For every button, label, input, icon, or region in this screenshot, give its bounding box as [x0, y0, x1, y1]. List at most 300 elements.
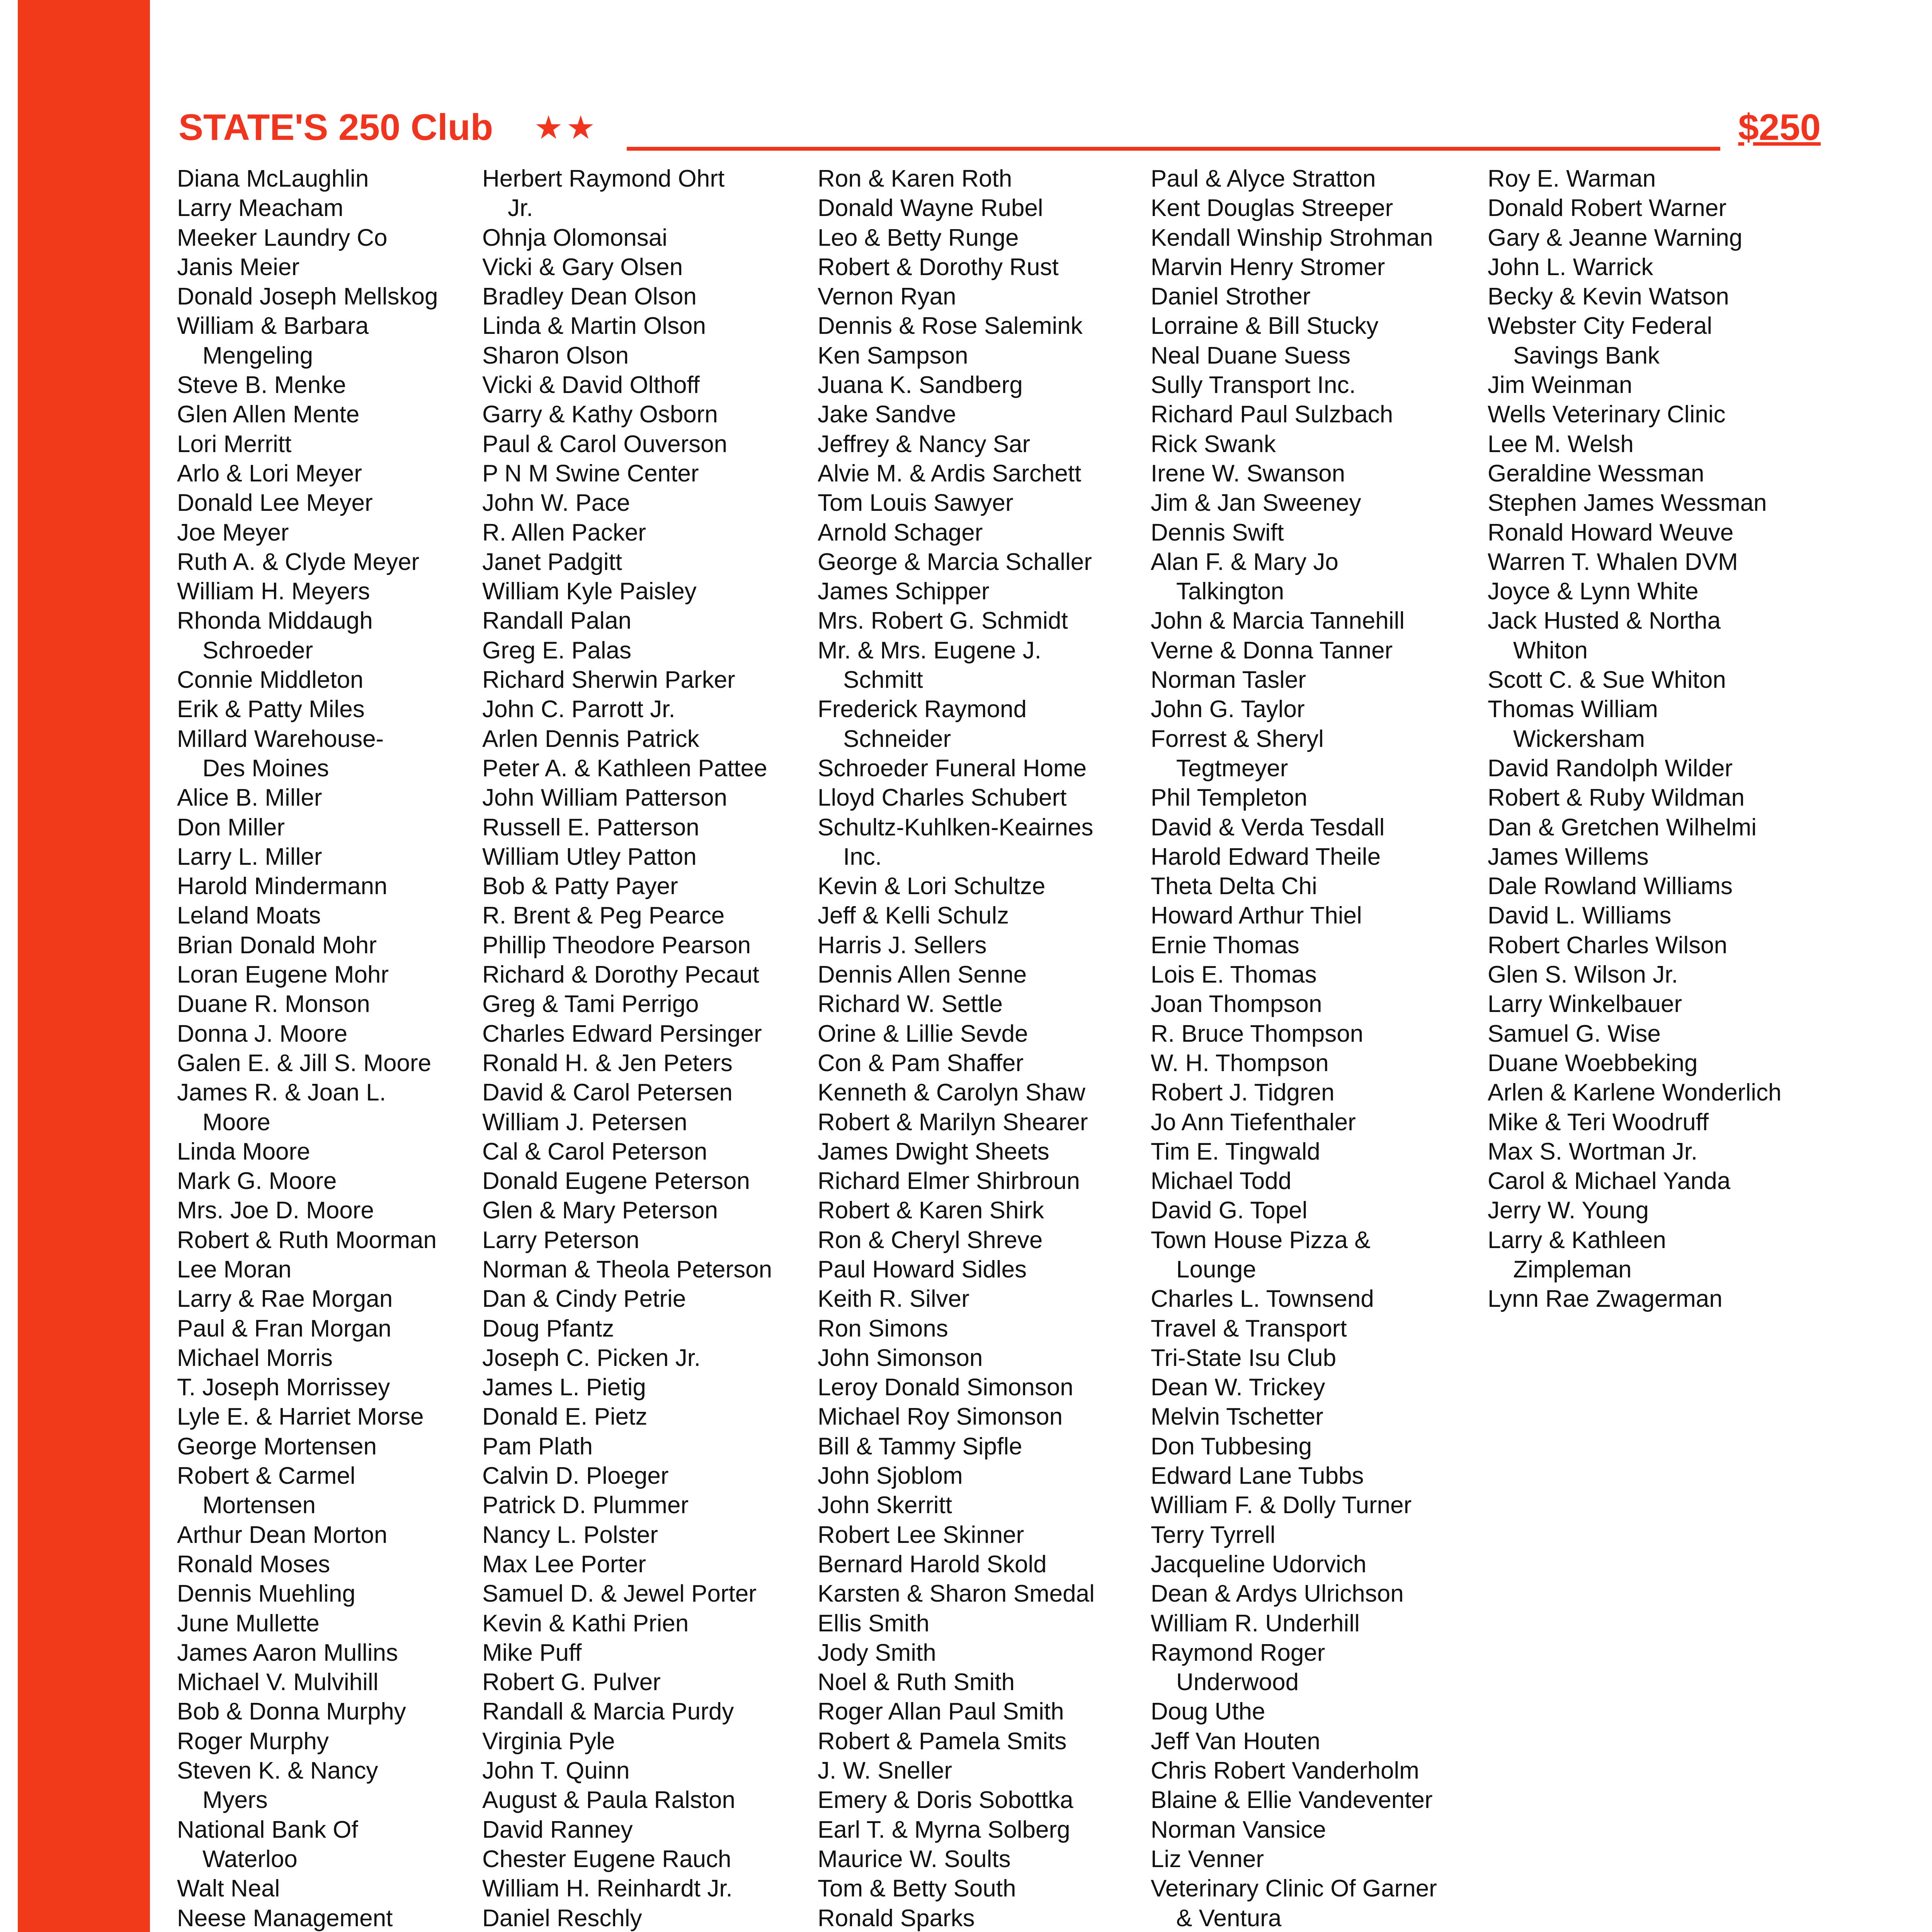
donor-name: Robert & Marilyn Shearer [818, 1109, 1088, 1136]
donor-name: Robert & Dorothy Rust [818, 253, 1059, 281]
donor-entry [482, 813, 772, 842]
donor-name-continued: Inc. [843, 843, 882, 870]
donor-name: Melvin Tschetter [1151, 1403, 1323, 1430]
donor-entry [177, 1727, 440, 1756]
donor-entry [1151, 1638, 1437, 1697]
donor-entry [1488, 1137, 1781, 1167]
donor-name: T. Joseph Morrissey [177, 1374, 390, 1401]
donor-entry [818, 754, 1097, 783]
donor-entry [1151, 253, 1437, 282]
donor-entry [1151, 606, 1437, 636]
donor-name: Paul & Alyce Stratton [1151, 165, 1376, 192]
donor-name: Tom Louis Sawyer [818, 490, 1014, 517]
donor-entry [818, 1520, 1097, 1550]
donor-entry [818, 1373, 1097, 1402]
donor-entry [482, 371, 772, 400]
donor-name: Tom & Betty South [818, 1875, 1016, 1902]
donor-entry [482, 1196, 772, 1225]
donor-name: Sharon Olson [482, 342, 629, 369]
donor-entry [1488, 783, 1781, 813]
donor-name: National Bank Of [177, 1816, 358, 1843]
donor-entry [482, 665, 772, 695]
donor-name: Arlen Dennis Patrick [482, 725, 699, 752]
donor-entry [482, 1550, 772, 1579]
donor-entry [818, 1668, 1097, 1697]
donor-entry [1488, 813, 1781, 842]
donor-name: Joan Thompson [1151, 991, 1322, 1018]
donor-entry [818, 1196, 1097, 1225]
donor-entry [1488, 1108, 1781, 1137]
donor-entry [177, 459, 440, 488]
donor-name: Donna J. Moore [177, 1020, 348, 1047]
donor-name: Bernard Harold Skold [818, 1551, 1047, 1578]
donor-name: Tim E. Tingwald [1151, 1138, 1320, 1165]
donor-entry [818, 1314, 1097, 1344]
donor-name: Lyle E. & Harriet Morse [177, 1403, 424, 1430]
donor-entry [482, 548, 772, 577]
donor-name: Ronald Moses [177, 1551, 330, 1578]
donor-entry [177, 1344, 440, 1373]
donor-name: Robert & Pamela Smits [818, 1728, 1067, 1755]
donor-entry [818, 1108, 1097, 1137]
donor-entry [177, 1756, 440, 1815]
donor-name: Richard Elmer Shirbroun [818, 1168, 1080, 1195]
donor-entry [818, 1697, 1097, 1726]
donor-entry [1151, 164, 1437, 194]
donor-entry [818, 548, 1097, 577]
donor-entry [1151, 1815, 1437, 1845]
donor-name: R. Allen Packer [482, 519, 646, 546]
donor-name: Mark G. Moore [177, 1168, 337, 1195]
donor-entry [482, 931, 772, 960]
donor-name: Janet Padgitt [482, 548, 622, 575]
donor-name: Kent Douglas Streeper [1151, 195, 1393, 222]
donor-name: George & Marcia Schaller [818, 548, 1092, 575]
donor-entry [177, 665, 440, 695]
donor-entry [177, 872, 440, 901]
donor-entry [482, 577, 772, 606]
donor-name: W. H. Thompson [1151, 1049, 1329, 1077]
donor-name: Larry & Rae Morgan [177, 1286, 393, 1313]
donor-name: Rick Swank [1151, 430, 1276, 457]
donor-name: Ronald Sparks [818, 1905, 975, 1932]
donor-entry [1488, 371, 1781, 400]
donor-name: Robert J. Tidgren [1151, 1079, 1335, 1106]
donor-entry [482, 1432, 772, 1461]
donor-name: Donald Eugene Peterson [482, 1168, 750, 1195]
donor-name: William Kyle Paisley [482, 578, 697, 605]
donor-name: Town House Pizza & [1151, 1226, 1371, 1253]
donor-name: Webster City Federal [1488, 313, 1713, 340]
donor-name: James Aaron Mullins [177, 1639, 398, 1666]
donor-entry [1151, 665, 1437, 695]
donor-entry [818, 695, 1097, 754]
donor-entry [482, 1255, 772, 1284]
donor-entry [818, 1078, 1097, 1107]
donor-name: Arlen & Karlene Wonderlich [1488, 1079, 1782, 1106]
donor-name: Leo & Betty Runge [818, 224, 1019, 251]
donor-name: Linda Moore [177, 1138, 310, 1165]
donor-entry [177, 1461, 440, 1520]
donor-name: June Mullette [177, 1610, 320, 1637]
donor-entry [1151, 1344, 1437, 1373]
donor-name: Juana K. Sandberg [818, 372, 1023, 399]
donor-entry [1151, 960, 1437, 990]
name-column-2 [482, 164, 772, 1932]
donor-name: Geraldine Wessman [1488, 460, 1704, 487]
donor-entry [1151, 282, 1437, 311]
donor-entry [1488, 1019, 1781, 1049]
donor-name: Dale Rowland Williams [1488, 873, 1733, 900]
donor-entry [1488, 1226, 1781, 1285]
donor-name: Bradley Dean Olson [482, 283, 697, 310]
donor-entry [1151, 1196, 1437, 1225]
donor-name: Norman Tasler [1151, 667, 1306, 694]
donor-name: Joseph C. Picken Jr. [482, 1344, 701, 1371]
donor-name-continued: Underwood [1176, 1669, 1299, 1696]
donor-entry [482, 1137, 772, 1167]
donor-entry [1151, 1461, 1437, 1491]
donor-entry [482, 1461, 772, 1491]
donor-entry [482, 253, 772, 282]
donor-name: Forrest & Sheryl [1151, 725, 1324, 752]
donor-entry [818, 577, 1097, 606]
donor-name: Arthur Dean Morton [177, 1521, 388, 1548]
donor-name: Lois E. Thomas [1151, 961, 1317, 988]
donor-entry [177, 311, 440, 371]
donor-entry [482, 636, 772, 665]
donor-name: Larry & Kathleen [1488, 1226, 1666, 1253]
donor-entry [482, 400, 772, 429]
donor-name: John & Marcia Tannehill [1151, 607, 1405, 634]
donor-entry [482, 430, 772, 459]
donor-name: Kenneth & Carolyn Shaw [818, 1079, 1085, 1106]
donor-entry [1488, 606, 1781, 665]
donor-name: Vicki & Gary Olsen [482, 253, 683, 281]
donor-entry [818, 1137, 1097, 1167]
donor-entry [1488, 194, 1781, 223]
donor-entry [1488, 872, 1781, 901]
donor-name: Donald Joseph Mellskog [177, 283, 438, 310]
donor-name: David & Verda Tesdall [1151, 814, 1385, 841]
donor-name: Glen Allen Mente [177, 401, 360, 428]
donor-name: Michael Morris [177, 1344, 333, 1371]
donor-entry [1151, 1078, 1437, 1107]
donor-name: Connie Middleton [177, 667, 364, 694]
donor-entry [818, 164, 1097, 194]
donor-entry [1151, 488, 1437, 518]
donor-entry [482, 518, 772, 548]
donor-name: Tri-State Isu Club [1151, 1344, 1337, 1371]
donor-entry [1151, 518, 1437, 548]
donor-name: Virginia Pyle [482, 1728, 615, 1755]
donor-name: Bob & Donna Murphy [177, 1698, 406, 1725]
donor-entry [482, 1167, 772, 1196]
heading-title: STATE'S 250 Club [179, 107, 493, 148]
donor-entry [177, 1284, 440, 1314]
donor-name: Duane R. Monson [177, 991, 370, 1018]
donor-name: Herbert Raymond Ohrt [482, 165, 725, 192]
donor-entry [818, 872, 1097, 901]
donor-entry [818, 1550, 1097, 1579]
donor-entry [1151, 1049, 1437, 1078]
donor-name: Vernon Ryan [818, 283, 956, 310]
donor-entry [482, 1314, 772, 1344]
donor-name: Norman Vansice [1151, 1816, 1326, 1843]
donor-entry [818, 813, 1097, 872]
name-column-5 [1488, 164, 1781, 1314]
donor-name: William J. Petersen [482, 1109, 687, 1136]
donor-entry [818, 606, 1097, 636]
donor-name: Diana McLaughlin [177, 165, 369, 192]
donor-entry [1151, 1226, 1437, 1285]
donor-name: David Ranney [482, 1816, 633, 1843]
donor-entry [177, 488, 440, 518]
donor-name: James R. & Joan L. [177, 1079, 386, 1106]
donor-entry [482, 1638, 772, 1668]
donor-entry [177, 371, 440, 400]
donor-name: Lee Moran [177, 1256, 292, 1283]
donor-name: Richard & Dorothy Pecaut [482, 961, 759, 988]
donor-name: William F. & Dolly Turner [1151, 1492, 1412, 1519]
donor-name: George Mortensen [177, 1433, 377, 1460]
donor-name-continued: Schneider [843, 725, 951, 752]
donor-name: Steven K. & Nancy [177, 1757, 378, 1784]
donor-entry [818, 1727, 1097, 1756]
donor-entry [1151, 371, 1437, 400]
donor-name: Phil Templeton [1151, 784, 1308, 811]
donor-name: Edward Lane Tubbs [1151, 1463, 1364, 1490]
donor-name: Robert Charles Wilson [1488, 932, 1728, 959]
donor-entry [177, 990, 440, 1019]
donor-entry [482, 1609, 772, 1638]
donor-entry [482, 901, 772, 930]
donor-entry [482, 872, 772, 901]
donor-name: Janis Meier [177, 253, 299, 281]
donor-entry [1151, 1845, 1437, 1874]
donor-entry [482, 1019, 772, 1049]
donor-entry [1488, 164, 1781, 194]
donor-name: William R. Underhill [1151, 1610, 1360, 1637]
donor-name: Jack Husted & Northa [1488, 607, 1721, 634]
donor-entry [177, 194, 440, 223]
donor-name: Mike Puff [482, 1639, 582, 1666]
donor-name: Emery & Doris Sobottka [818, 1787, 1073, 1814]
donor-name: Alvie M. & Ardis Sarchett [818, 460, 1082, 487]
donor-entry [818, 253, 1097, 282]
donor-entry [818, 1049, 1097, 1078]
donor-name: David L. Williams [1488, 902, 1672, 929]
donor-entry [818, 1756, 1097, 1786]
donor-name: Robert & Ruby Wildman [1488, 784, 1745, 811]
donor-name: Brian Donald Mohr [177, 932, 377, 959]
donor-name: Liz Venner [1151, 1845, 1264, 1872]
donor-name: Raymond Roger [1151, 1639, 1325, 1666]
donor-name: Ron & Karen Roth [818, 165, 1012, 192]
donor-name: Becky & Kevin Watson [1488, 283, 1729, 310]
donor-name-continued: Talkington [1176, 578, 1284, 605]
donor-entry [1151, 1697, 1437, 1726]
donor-name: Randall Palan [482, 607, 632, 634]
donor-entry [482, 606, 772, 636]
donor-name-continued: Jr. [508, 195, 533, 222]
donor-name: Dennis Allen Senne [818, 961, 1027, 988]
donor-name: Don Tubbesing [1151, 1433, 1312, 1460]
star-icon: ★★ [534, 109, 599, 146]
donor-entry [818, 1344, 1097, 1373]
donor-entry [177, 223, 440, 253]
donor-entry [1488, 577, 1781, 606]
donor-entry [177, 518, 440, 548]
donor-name: Duane Woebbeking [1488, 1049, 1698, 1077]
donor-entry [818, 1255, 1097, 1284]
donor-name: Terry Tyrrell [1151, 1521, 1276, 1548]
donor-name: Neal Duane Suess [1151, 342, 1350, 369]
donor-entry [1488, 223, 1781, 253]
donor-entry [1151, 341, 1437, 371]
donor-entry [1488, 548, 1781, 577]
donor-name: Paul Howard Sidles [818, 1256, 1027, 1283]
donor-name: Con & Pam Shaffer [818, 1049, 1024, 1077]
donor-name: Jeffrey & Nancy Sar [818, 430, 1031, 457]
donor-entry [818, 1579, 1097, 1609]
donor-entry [1488, 1284, 1781, 1314]
donor-entry [818, 518, 1097, 548]
donor-entry [1151, 1432, 1437, 1461]
donor-name: Greg E. Palas [482, 637, 631, 664]
donor-name: Daniel Strother [1151, 283, 1311, 310]
donor-entry [482, 1579, 772, 1609]
donor-entry [818, 1461, 1097, 1491]
donor-entry [818, 1019, 1097, 1049]
donor-name-continued: Wickersham [1513, 725, 1645, 752]
donor-entry [1488, 960, 1781, 990]
donor-name: Dennis & Rose Salemink [818, 313, 1083, 340]
donor-entry [818, 1432, 1097, 1461]
donor-entry [818, 990, 1097, 1019]
donor-name: Larry Meacham [177, 195, 344, 222]
donor-name: Veterinary Clinic Of Garner [1151, 1875, 1437, 1902]
donor-entry [177, 1815, 440, 1874]
donor-name: Roger Allan Paul Smith [818, 1698, 1064, 1725]
donor-name: James L. Pietig [482, 1374, 646, 1401]
donor-name: Travel & Transport [1151, 1315, 1347, 1342]
donor-name: Jacqueline Udorvich [1151, 1551, 1367, 1578]
donor-name: Nancy L. Polster [482, 1521, 658, 1548]
donor-name: Ohnja Olomonsai [482, 224, 668, 251]
donor-name: Orine & Lillie Sevde [818, 1020, 1028, 1047]
donor-name: Dan & Cindy Petrie [482, 1286, 686, 1313]
name-column-1 [177, 164, 440, 1932]
donor-entry [177, 813, 440, 842]
donor-name: Dennis Swift [1151, 519, 1284, 546]
donor-name: Jake Sandve [818, 401, 956, 428]
donor-name: Randall & Marcia Purdy [482, 1698, 734, 1725]
donor-name: John G. Taylor [1151, 696, 1305, 723]
donor-entry [177, 1402, 440, 1432]
donor-name: Alice B. Miller [177, 784, 322, 811]
donor-entry [1488, 253, 1781, 282]
donor-entry [1488, 311, 1781, 371]
donor-name-continued: Whiton [1513, 637, 1588, 664]
donor-entry [482, 459, 772, 488]
donor-entry [1151, 724, 1437, 784]
donor-entry [482, 1049, 772, 1078]
donor-entry [818, 1638, 1097, 1668]
donor-entry [177, 1697, 440, 1726]
donor-name: Schultz-Kuhlken-Keairnes [818, 814, 1094, 841]
donor-name: Irene W. Swanson [1151, 460, 1345, 487]
donor-name: Donald Lee Meyer [177, 490, 373, 517]
donor-entry [482, 1491, 772, 1520]
donor-name: Robert & Karen Shirk [818, 1197, 1044, 1224]
donor-name: Jerry W. Young [1488, 1197, 1649, 1224]
donor-name: Ruth A. & Clyde Meyer [177, 548, 420, 575]
donor-name: Vicki & David Olthoff [482, 372, 700, 399]
donor-name: Patrick D. Plummer [482, 1492, 689, 1519]
donor-name: Larry L. Miller [177, 843, 322, 870]
donor-entry [818, 1284, 1097, 1314]
donor-name: Harris J. Sellers [818, 932, 987, 959]
donor-name: Noel & Ruth Smith [818, 1669, 1015, 1696]
donor-name: August & Paula Ralston [482, 1787, 735, 1814]
donor-name: Ronald H. & Jen Peters [482, 1049, 733, 1077]
donor-entry [177, 1432, 440, 1461]
donor-entry [482, 724, 772, 754]
donor-entry [1488, 1167, 1781, 1196]
donor-name: John Simonson [818, 1344, 983, 1371]
donor-name: Charles Edward Persinger [482, 1020, 762, 1047]
donor-name: Carol & Michael Yanda [1488, 1168, 1731, 1195]
donor-name: Marvin Henry Stromer [1151, 253, 1385, 281]
donor-name: Howard Arthur Thiel [1151, 902, 1362, 929]
donor-name: Ernie Thomas [1151, 932, 1299, 959]
donor-entry [1151, 1727, 1437, 1756]
donor-name: Ron Simons [818, 1315, 948, 1342]
donor-entry [177, 164, 440, 194]
donor-entry [177, 282, 440, 311]
donor-entry [177, 1638, 440, 1668]
donor-entry [177, 1874, 440, 1903]
donor-name: Lee M. Welsh [1488, 430, 1634, 457]
donor-name: Alan F. & Mary Jo [1151, 548, 1338, 575]
donor-name-continued: Mortensen [202, 1492, 316, 1519]
donor-entry [1488, 695, 1781, 754]
donor-name: Larry Peterson [482, 1226, 639, 1253]
donor-entry [177, 1609, 440, 1638]
donor-name: R. Brent & Peg Pearce [482, 902, 725, 929]
donor-entry [1488, 901, 1781, 930]
donor-entry [1151, 695, 1437, 724]
donor-name: Richard Paul Sulzbach [1151, 401, 1393, 428]
donor-name: Donald E. Pietz [482, 1403, 648, 1430]
donor-name: James Willems [1488, 843, 1649, 870]
donor-name-continued: Schmitt [843, 667, 923, 694]
donor-entry [177, 1078, 440, 1137]
donor-name: Chris Robert Vanderholm [1151, 1757, 1419, 1784]
donor-name: Roger Murphy [177, 1728, 329, 1755]
donor-name: Don Miller [177, 814, 285, 841]
heading-price: $250 [1738, 107, 1821, 148]
donor-entry [1151, 548, 1437, 607]
donor-name-continued: Waterloo [202, 1845, 298, 1872]
donor-name: Mrs. Joe D. Moore [177, 1197, 374, 1224]
donor-name: Mrs. Robert G. Schmidt [818, 607, 1068, 634]
donor-entry [818, 931, 1097, 960]
donor-entry [177, 1520, 440, 1550]
donor-entry [1488, 459, 1781, 488]
name-column-3 [818, 164, 1097, 1932]
